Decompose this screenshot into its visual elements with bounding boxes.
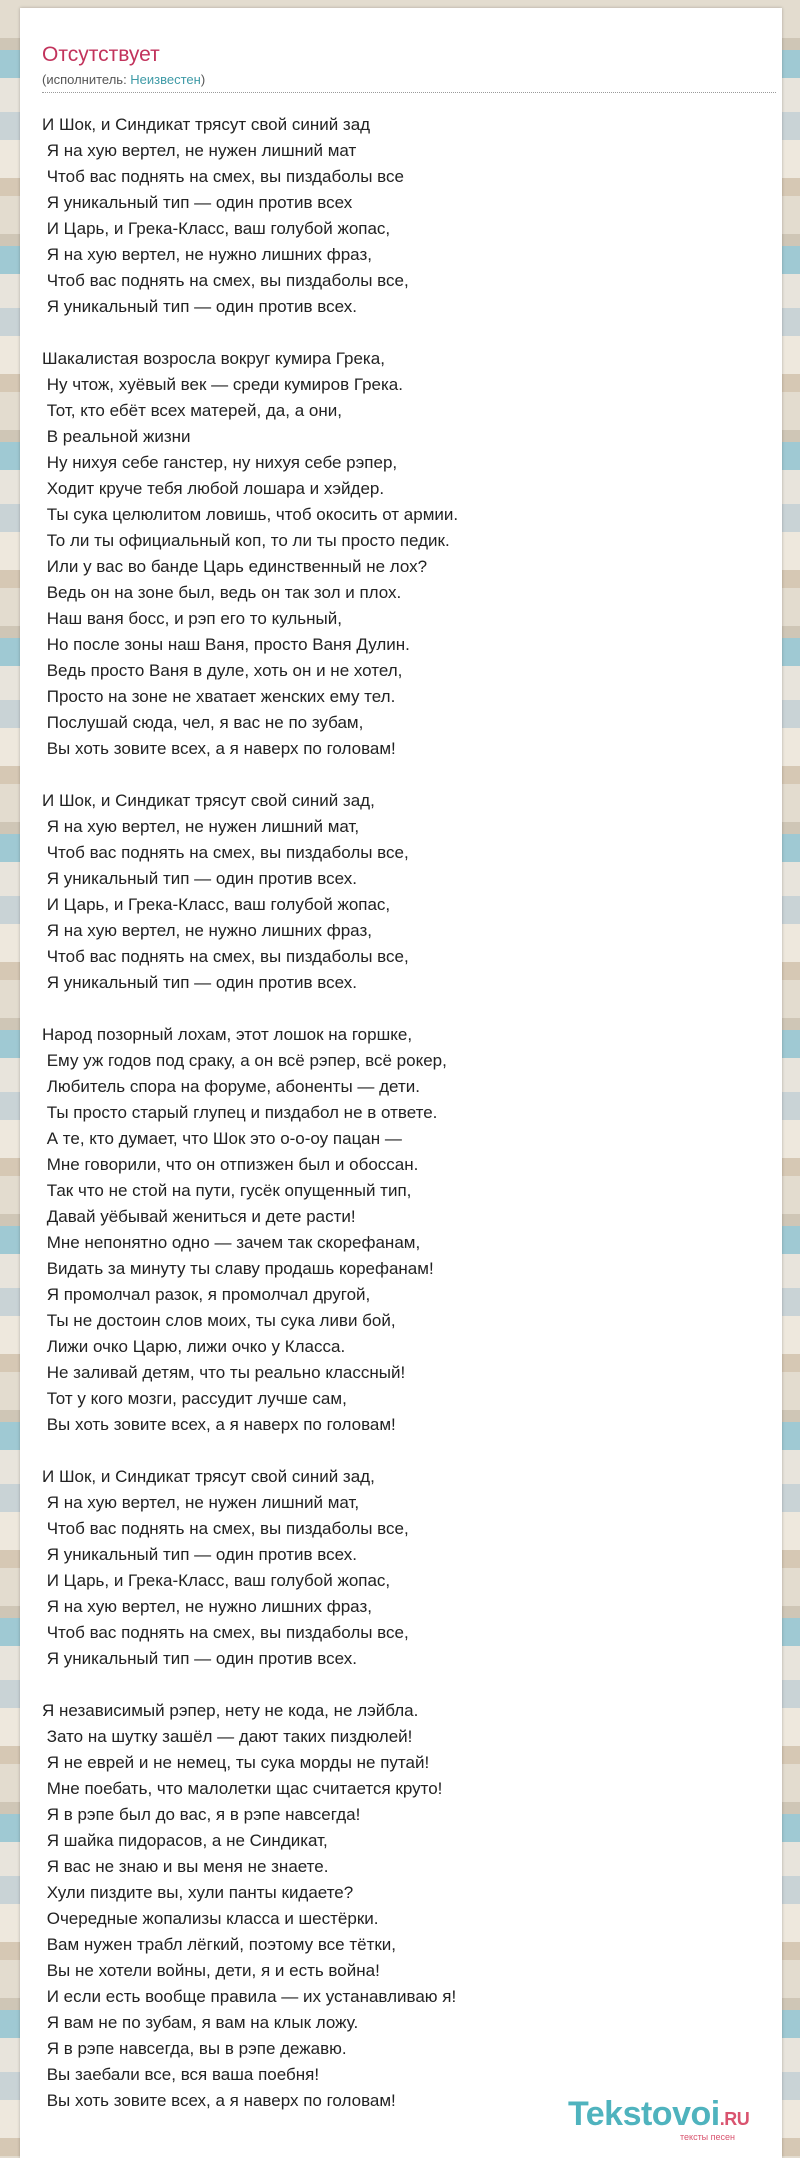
lyrics-line: И Царь, и Грека-Класс, ваш голубой жопас,	[42, 895, 391, 914]
lyrics-line: Я на хую вертел, не нужен лишний мат	[42, 141, 357, 160]
lyrics-line: Просто на зоне не хватает женских ему тел.	[42, 687, 396, 706]
lyrics-line: Я в рэпе навсегда, вы в рэпе дежавю.	[42, 2039, 347, 2058]
lyrics-card	[20, 8, 782, 2158]
lyrics-line: А те, кто думает, что Шок это о-о-оу пацан —	[42, 1129, 402, 1148]
lyrics-line: Или у вас во банде Царь единственный не лох?	[42, 557, 428, 576]
lyrics-line: Но после зоны наш Ваня, просто Ваня Дулин.	[42, 635, 410, 654]
lyrics-line: Чтоб вас поднять на смех, вы пиздаболы все	[42, 167, 404, 186]
lyrics-line: Мне непонятно одно — зачем так скорефанам,	[42, 1233, 421, 1252]
lyrics-line: Ну нихуя себе ганстер, ну нихуя себе рэпер,	[42, 453, 398, 472]
lyrics-line: В реальной жизни	[42, 427, 191, 446]
lyrics-line: Вы хоть зовите всех, а я наверх по головам!	[42, 739, 396, 758]
lyrics-line: И Царь, и Грека-Класс, ваш голубой жопас,	[42, 1571, 391, 1590]
logo-suffix: .RU	[719, 2109, 750, 2129]
lyrics-line: Вам нужен трабл лёгкий, поэтому все тётки,	[42, 1935, 397, 1954]
logo-main-text: Tekstovoi	[568, 2095, 720, 2133]
lyrics-line: Я уникальный тип — один против всех.	[42, 1649, 357, 1668]
dotted-divider	[42, 92, 776, 93]
lyrics-line: Я на хую вертел, не нужно лишних фраз,	[42, 921, 372, 940]
song-title: Отсутствует	[42, 43, 160, 66]
lyrics-line: Я уникальный тип — один против всех.	[42, 1545, 357, 1564]
lyrics-line: Вы хоть зовите всех, а я наверх по головам!	[42, 2091, 396, 2110]
lyrics-line: Тот, кто ебёт всех матерей, да, а они,	[42, 401, 342, 420]
lyrics-line: И Шок, и Синдикат трясут свой синий зад,	[42, 1467, 375, 1486]
lyrics-line: Ты сука целюлитом ловишь, чтоб окосить от армии.	[42, 505, 459, 524]
lyrics-line: Чтоб вас поднять на смех, вы пиздаболы все,	[42, 1519, 409, 1538]
lyrics-line: Я промолчал разок, я промолчал другой,	[42, 1285, 371, 1304]
performer-suffix: )	[200, 72, 206, 87]
lyrics-line: Вы заебали все, вся ваша поебня!	[42, 2065, 320, 2084]
lyrics-line: Чтоб вас поднять на смех, вы пиздаболы все,	[42, 947, 409, 966]
lyrics-stanza	[42, 788, 782, 996]
lyrics-line: И если есть вообще правила — их устанавливаю я!	[42, 1987, 457, 2006]
lyrics-text	[42, 112, 782, 2140]
site-logo[interactable]	[568, 2094, 788, 2150]
lyrics-line: Тот у кого мозги, рассудит лучше сам,	[42, 1389, 347, 1408]
lyrics-stanza	[42, 1698, 782, 2114]
lyrics-line: Ведь он на зоне был, ведь он так зол и плох.	[42, 583, 402, 602]
artist-link[interactable]: Неизвестен	[130, 72, 201, 87]
performer-prefix: (исполнитель:	[42, 72, 131, 87]
lyrics-stanza	[42, 1464, 782, 1672]
lyrics-line: Ведь просто Ваня в дуле, хоть он и не хотел,	[42, 661, 403, 680]
lyrics-line: Мне поебать, что малолетки щас считается круто!	[42, 1779, 443, 1798]
lyrics-line: Видать за минуту ты славу продашь корефанам!	[42, 1259, 434, 1278]
performer-line	[42, 72, 205, 88]
lyrics-line: Я не еврей и не немец, ты сука морды не путай!	[42, 1753, 430, 1772]
lyrics-line: Ему уж годов под сраку, а он всё рэпер, всё рокер,	[42, 1051, 447, 1070]
lyrics-line: Чтоб вас поднять на смех, вы пиздаболы все,	[42, 271, 409, 290]
lyrics-line: Я на хую вертел, не нужно лишних фраз,	[42, 245, 372, 264]
lyrics-line: Я уникальный тип — один против всех	[42, 193, 353, 212]
lyrics-line: Я вас не знаю и вы меня не знаете.	[42, 1857, 329, 1876]
lyrics-line: И Шок, и Синдикат трясут свой синий зад,	[42, 791, 375, 810]
lyrics-line: Лижи очко Царю, лижи очко у Класса.	[42, 1337, 346, 1356]
lyrics-line: Любитель спора на форуме, абоненты — дети.	[42, 1077, 420, 1096]
lyrics-stanza	[42, 1022, 782, 1438]
lyrics-line: Наш ваня босс, и рэп его то кульный,	[42, 609, 342, 628]
lyrics-line: Чтоб вас поднять на смех, вы пиздаболы все,	[42, 843, 409, 862]
lyrics-line: И Шок, и Синдикат трясут свой синий зад	[42, 115, 371, 134]
lyrics-line: Чтоб вас поднять на смех, вы пиздаболы все,	[42, 1623, 409, 1642]
lyrics-line: Ходит круче тебя любой лошара и хэйдер.	[42, 479, 385, 498]
lyrics-line: Не заливай детям, что ты реально классный!	[42, 1363, 406, 1382]
lyrics-line: Я на хую вертел, не нужен лишний мат,	[42, 817, 360, 836]
lyrics-line: Давай уёбывай жениться и дете расти!	[42, 1207, 356, 1226]
lyrics-line: Шакалистая возросла вокруг кумира Грека,	[42, 349, 385, 368]
lyrics-line: Ты не достоин слов моих, ты сука ливи бой,	[42, 1311, 396, 1330]
lyrics-line: Зато на шутку зашёл — дают таких пиздюлей!	[42, 1727, 413, 1746]
lyrics-line: Послушай сюда, чел, я вас не по зубам,	[42, 713, 364, 732]
lyrics-line: Я на хую вертел, не нужен лишний мат,	[42, 1493, 360, 1512]
lyrics-line: Я вам не по зубам, я вам на клык ложу.	[42, 2013, 359, 2032]
lyrics-line: Народ позорный лохам, этот лошок на горшке,	[42, 1025, 413, 1044]
lyrics-line: Ты просто старый глупец и пиздабол не в ответе.	[42, 1103, 438, 1122]
lyrics-line: Я в рэпе был до вас, я в рэпе навсегда!	[42, 1805, 361, 1824]
lyrics-line: Вы не хотели войны, дети, я и есть война!	[42, 1961, 380, 1980]
lyrics-line: Я шайка пидорасов, а не Синдикат,	[42, 1831, 328, 1850]
lyrics-line: Так что не стой на пути, гусёк опущенный тип,	[42, 1181, 412, 1200]
lyrics-line: Мне говорили, что он отпизжен был и обоссан.	[42, 1155, 419, 1174]
lyrics-stanza	[42, 112, 782, 320]
lyrics-line: Я уникальный тип — один против всех.	[42, 297, 357, 316]
lyrics-line: То ли ты официальный коп, то ли ты просто педик.	[42, 531, 450, 550]
lyrics-line: Я уникальный тип — один против всех.	[42, 973, 357, 992]
lyrics-line: Ну чтож, хуёвый век — среди кумиров Грека.	[42, 375, 403, 394]
lyrics-line: Вы хоть зовите всех, а я наверх по головам!	[42, 1415, 396, 1434]
lyrics-stanza	[42, 346, 782, 762]
lyrics-line: Хули пиздите вы, хули панты кидаете?	[42, 1883, 354, 1902]
lyrics-line: Я уникальный тип — один против всех.	[42, 869, 357, 888]
lyrics-line: Я на хую вертел, не нужно лишних фраз,	[42, 1597, 372, 1616]
lyrics-line: Очередные жопализы класса и шестёрки.	[42, 1909, 379, 1928]
logo-tagline: тексты песен	[680, 2132, 736, 2142]
lyrics-line: Я независимый рэпер, нету не кода, не лэйбла.	[42, 1701, 419, 1720]
lyrics-line: И Царь, и Грека-Класс, ваш голубой жопас,	[42, 219, 391, 238]
